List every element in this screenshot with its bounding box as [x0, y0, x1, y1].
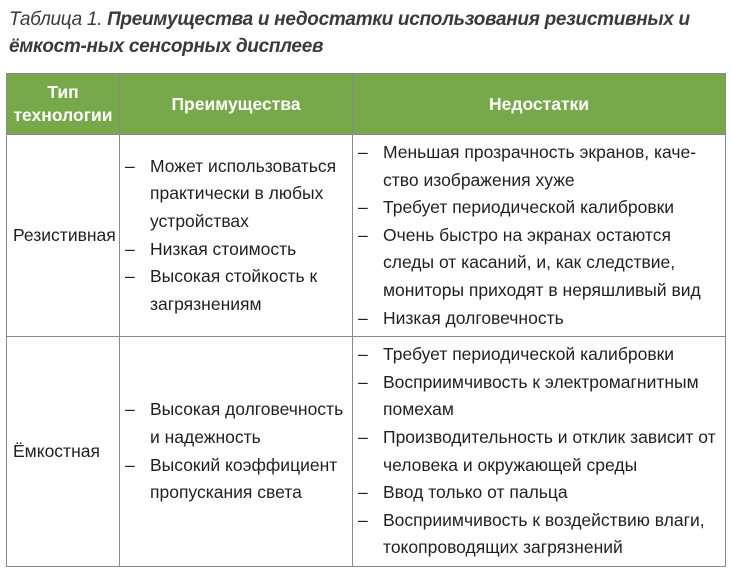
- list-item: – Производительность и отклик зависит от человека и окружающей среды: [353, 424, 725, 479]
- list-item: – Низкая стоимость: [120, 236, 352, 264]
- list-item: – Может использоваться практически в любых устройствах: [120, 153, 352, 236]
- header-advantages: Преимущества: [120, 74, 353, 135]
- disadvantages-list: [353, 337, 725, 566]
- table-row-resistive: [7, 135, 726, 337]
- list-item: – Восприимчивость к электромагнитным помехам: [353, 369, 725, 424]
- comparison-table: [6, 73, 726, 567]
- caption-label: Таблица 1.: [9, 9, 103, 30]
- list-item: – Низкая долговечность: [353, 305, 725, 333]
- advantages-list: [120, 153, 352, 319]
- tech-type-cell: Резистивная: [7, 135, 120, 337]
- list-item: – Высокая стойкость к загрязнениям: [120, 263, 352, 318]
- advantages-cell: [120, 135, 353, 337]
- list-item: – Высокий коэффициент пропускания света: [120, 452, 352, 507]
- caption-title: Преимущества и недостатки использования резистивных и ёмкост-ных сенсорных дисплеев: [9, 9, 690, 57]
- list-item: – Требует периодической калибровки: [353, 341, 725, 369]
- disadvantages-list: [353, 135, 725, 336]
- header-disadvantages: Недостатки: [353, 74, 726, 135]
- list-item: – Очень быстро на экранах остаются следы от касаний, и, как следствие, мониторы приходят в неряшливый вид: [353, 222, 725, 305]
- list-item: – Высокая долговечность и надежность: [120, 396, 352, 451]
- advantages-cell: [120, 337, 353, 567]
- list-item: – Восприимчивость к воздействию влаги, токопроводящих загрязнений: [353, 507, 725, 562]
- disadvantages-cell: [353, 337, 726, 567]
- table-row-capacitive: [7, 337, 726, 567]
- advantages-list: [120, 396, 352, 506]
- disadvantages-cell: [353, 135, 726, 337]
- table-caption: [9, 6, 724, 60]
- list-item: – Требует периодической калибровки: [353, 194, 725, 222]
- header-technology-type: Тип технологии: [7, 74, 120, 135]
- list-item: – Ввод только от пальца: [353, 479, 725, 507]
- tech-type-cell: Ёмкостная: [7, 337, 120, 567]
- table-header-row: [7, 74, 726, 135]
- list-item: – Меньшая прозрачность экранов, каче-ство изображения хуже: [353, 139, 725, 194]
